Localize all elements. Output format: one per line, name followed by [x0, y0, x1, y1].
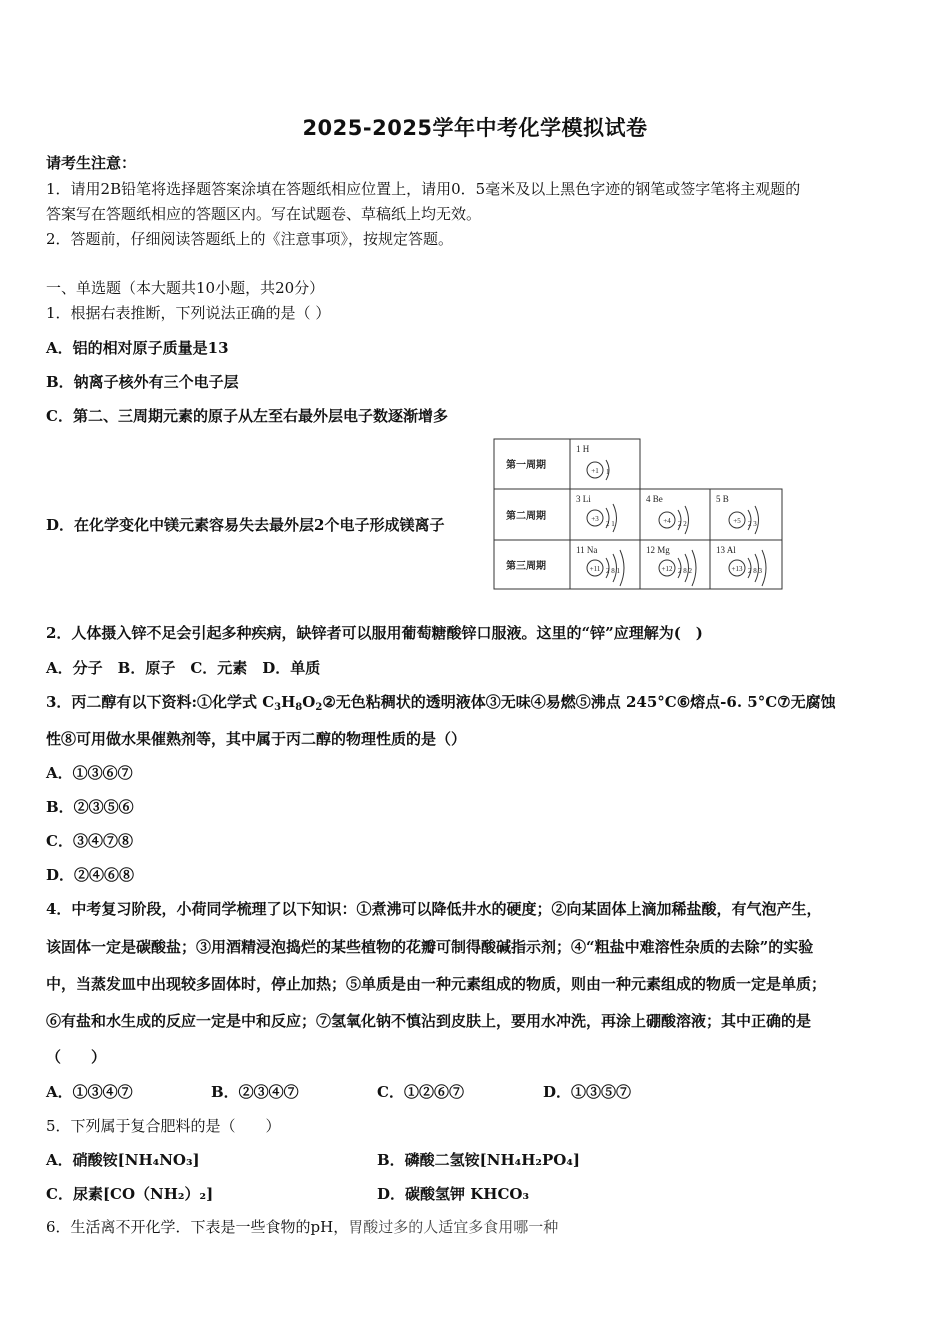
element-label-al: 13 Al	[716, 545, 736, 555]
q5-option-d: D．碳酸氢钾 KHCO₃	[377, 1185, 530, 1203]
q1-option-d: D．在化学变化中镁元素容易失去最外层2个电子形成镁离子	[46, 516, 445, 534]
shells-h: 1	[606, 468, 610, 476]
q4-option-b: B．②③④⑦	[211, 1083, 299, 1101]
q3-option-b: B．②③⑤⑥	[46, 798, 134, 816]
shells-be: 2 2	[678, 520, 687, 528]
nucleus-na: +11	[589, 565, 601, 573]
period-label-2: 第二周期	[506, 511, 546, 522]
section-heading: 一、单选题（本大题共10小题，共20分）	[46, 279, 325, 297]
q4-line-5: （ ）	[46, 1048, 107, 1066]
q4-option-a: A．①③④⑦	[46, 1083, 133, 1101]
notice-heading: 请考生注意：	[46, 154, 137, 172]
nucleus-mg: +12	[661, 565, 673, 573]
element-label-be: 4 Be	[646, 494, 663, 504]
q1-option-b: B．钠离子核外有三个电子层	[46, 373, 239, 391]
q4-line-2: 该固体一定是碳酸盐；③用酒精浸泡捣烂的某些植物的花瓣可制得酸碱指示剂；④“粗盐中难溶性杂质的去除”的实验	[46, 938, 814, 956]
shells-mg: 2 8 2	[678, 567, 692, 575]
q4-line-1: 4．中考复习阶段，小荷同学梳理了以下知识：①煮沸可以降低井水的硬度；②向某固体上滴加稀盐酸，有气泡产生，	[46, 900, 822, 918]
notice-line-3: 2．答题前，仔细阅读答题纸上的《注意事项》，按规定答题。	[46, 230, 454, 248]
element-label-na: 11 Na	[576, 545, 598, 555]
q1-stem: 1．根据右表推断，下列说法正确的是（ ）	[46, 304, 331, 322]
q5-option-c: C．尿素[CO（NH₂）₂]	[46, 1185, 214, 1203]
q2-options: A．分子 B．原子 C．元素 D．单质	[46, 659, 321, 677]
nucleus-be: +4	[663, 517, 671, 525]
q3-option-c: C．③④⑦⑧	[46, 832, 133, 850]
nucleus-h: +1	[591, 467, 599, 475]
element-label-b: 5 B	[716, 494, 729, 504]
shells-na: 2 8 1	[606, 567, 620, 575]
q3-stem-line-1: 3．丙二醇有以下资料:①化学式 $C_3H_8O_2②$无色粘稠状的透明液体③无味④易燃⑤沸点 245°C⑥熔点-6. 5°C⑦无腐蚀	[46, 693, 836, 713]
element-label-li: 3 Li	[576, 494, 591, 504]
q5-stem: 5．下列属于复合肥料的是（ ）	[46, 1117, 281, 1135]
nucleus-al: +13	[731, 565, 743, 573]
q5-option-b: B．磷酸二氢铵[NH₄H₂PO₄]	[377, 1151, 580, 1169]
q1-option-c: C．第二、三周期元素的原子从左至右最外层电子数逐渐增多	[46, 407, 448, 425]
nucleus-b: +5	[733, 517, 741, 525]
shells-al: 2 8 3	[748, 567, 762, 575]
nucleus-li: +3	[591, 515, 599, 523]
q3-option-d: D．②④⑥⑧	[46, 866, 135, 884]
q4-option-c: C．①②⑥⑦	[377, 1083, 464, 1101]
notice-line-1: 1．请用2B铅笔将选择题答案涂填在答题纸相应位置上，请用0．5毫米及以上黑色字迹的钢笔或签字笔将主观题的	[46, 180, 801, 198]
q6-stem-part-2: 胃酸过多的人适宜多食用哪一种	[348, 1218, 559, 1236]
shells-li: 2 1	[606, 520, 615, 528]
period-label-3: 第三周期	[506, 561, 546, 572]
page-title: 2025-2025学年中考化学模拟试卷	[302, 116, 648, 140]
element-label-h: 1 H	[576, 444, 590, 454]
element-label-mg: 12 Mg	[646, 545, 670, 555]
q3-option-a: A．①③⑥⑦	[46, 764, 133, 782]
q4-option-d: D．①③⑤⑦	[543, 1083, 632, 1101]
q4-line-3: 中，当蒸发皿中出现较多固体时，停止加热；⑤单质是由一种元素组成的物质，则由一种元素组成的物质一定是单质；	[46, 975, 827, 993]
notice-line-2: 答案写在答题纸相应的答题区内。写在试题卷、草稿纸上均无效。	[46, 205, 482, 223]
shells-b: 2 3	[748, 520, 757, 528]
q6-stem	[46, 1216, 558, 1237]
q4-line-4: ⑥有盐和水生成的反应一定是中和反应；⑦氢氧化钠不慎沾到皮肤上，要用水冲洗，再涂上硼酸溶液；其中正确的是	[46, 1012, 812, 1030]
q2-stem: 2．人体摄入锌不足会引起多种疾病，缺锌者可以服用葡萄糖酸锌口服液。这里的“锌”应理解为( )	[46, 624, 703, 642]
q5-option-a: A．硝酸铵[NH₄NO₃]	[46, 1151, 200, 1169]
q6-stem-part-1: 6．生活离不开化学．下表是一些食物的pH，	[46, 1218, 349, 1236]
q3-stem-line-2: 性⑧可用做水果催熟剂等，其中属于丙二醇的物理性质的是（）	[46, 730, 467, 748]
periodic-table-figure	[492, 438, 784, 590]
q1-option-a: A．铝的相对原子质量是13	[46, 339, 229, 357]
period-label-1: 第一周期	[506, 460, 546, 471]
